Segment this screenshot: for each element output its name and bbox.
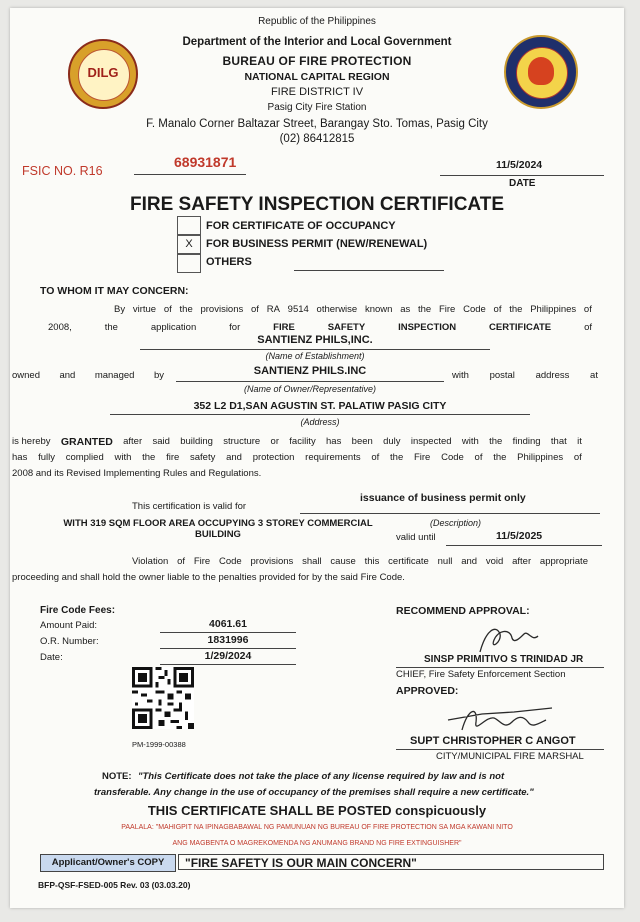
form-code: BFP-QSF-FSED-005 Rev. 03 (03.03.20) — [38, 880, 191, 890]
date-label: DATE — [509, 178, 536, 189]
chief-name: SINSP PRIMITIVO S TRINIDAD JR — [424, 654, 584, 665]
amount-value: 4061.61 — [209, 618, 247, 630]
para1-line2: 2008, the application for FIRE SAFETY INSPECTION CERTIFICATE of — [48, 322, 592, 333]
marshal-title: CITY/MUNICIPAL FIRE MARSHAL — [436, 751, 584, 762]
certificate-title: FIRE SAFETY INSPECTION CERTIFICATE — [129, 194, 505, 215]
bureau-line: BUREAU OF FIRE PROTECTION — [222, 54, 412, 68]
description-line1: WITH 319 SQM FLOOR AREA OCCUPYING 3 STOREY COMMERCIAL — [63, 518, 373, 529]
amount-label: Amount Paid: — [40, 620, 98, 631]
owner-address: 352 L2 D1,SAN AGUSTIN ST. PALATIW PASIG CITY — [193, 400, 447, 412]
or-number-value: 1831996 — [207, 634, 249, 646]
valid-until-date: 11/5/2025 — [496, 530, 543, 542]
fsic-label: FSIC NO. R16 — [22, 164, 103, 178]
para1-line1: By virtue of the provisions of RA 9514 otherwise known as the Fire Code of the Philippines of — [114, 304, 592, 315]
qr-code-id: PM-1999-00388 — [132, 740, 186, 749]
granted-line2: has fully complied with the fire safety and protection requirements of the Fire Code of the Philippines of — [12, 452, 582, 463]
description-caption: (Description) — [430, 518, 482, 528]
granted-line3: 2008 and its Revised Implementing Rules and Regulations. — [12, 468, 262, 479]
establishment-caption: (Name of Establishment) — [265, 351, 365, 361]
postal-address-words: with postal address at — [452, 370, 598, 381]
note-line2: transferable. Any change in the use of occupancy of the premises shall require a new certificate." — [94, 787, 534, 798]
paalala-line1: PAALALA: "MAHIGPIT NA IPINAGBABAWAL NG PAMUNUAN NG BUREAU OF FIRE PROTECTION SA MGA KAWANI NITO — [121, 824, 513, 831]
qr-code — [132, 667, 194, 729]
violation-line1: Violation of Fire Code provisions shall cause this certificate null and void after appropriate — [132, 556, 588, 567]
business-permit-checkbox: X — [177, 235, 201, 254]
marshal-name: SUPT CHRISTOPHER C ANGOT — [410, 735, 576, 747]
posted-notice: THIS CERTIFICATE SHALL BE POSTED conspicuously — [147, 803, 487, 818]
business-permit-option: FOR BUSINESS PERMIT (NEW/RENEWAL) — [206, 238, 428, 250]
district-line: FIRE DISTRICT IV — [270, 86, 364, 98]
chief-title: CHIEF, Fire Safety Enforcement Section — [396, 669, 566, 680]
description-line2: BUILDING — [195, 529, 241, 540]
approved-label: APPROVED: — [396, 685, 459, 697]
fee-date-label: Date: — [40, 652, 63, 663]
owned-by-words: owned and managed by — [12, 370, 164, 381]
establishment-name: SANTIENZ PHILS,INC. — [257, 334, 373, 346]
fsic-number: 68931871 — [174, 154, 237, 170]
copy-label: Applicant/Owner's COPY — [40, 854, 176, 872]
occupancy-option: FOR CERTIFICATE OF OCCUPANCY — [206, 220, 396, 232]
certificate-page — [10, 8, 624, 908]
slogan: "FIRE SAFETY IS OUR MAIN CONCERN" — [178, 854, 604, 870]
marshal-signature — [442, 700, 562, 740]
chief-signature — [472, 620, 542, 658]
note-line1: "This Certificate does not take the place of any license required by law and is not — [138, 771, 505, 782]
granted-line1: is hereby GRANTED after said building structure or facility has been duly inspected with the finding that it — [12, 436, 582, 448]
occupancy-checkbox — [177, 216, 201, 235]
region-line: NATIONAL CAPITAL REGION — [244, 71, 390, 83]
owner-caption: (Name of Owner/Representative) — [243, 384, 377, 394]
others-checkbox — [177, 254, 201, 273]
valid-for-value: issuance of business permit only — [360, 492, 526, 504]
note-label: NOTE: — [102, 771, 132, 782]
fees-title: Fire Code Fees: — [40, 605, 116, 616]
recommend-approval-label: RECOMMEND APPROVAL: — [396, 605, 530, 617]
address-line: F. Manalo Corner Baltazar Street, Barangay Sto. Tomas, Pasig City — [146, 118, 488, 130]
valid-for-label: This certification is valid for — [132, 501, 247, 512]
address-caption: (Address) — [300, 417, 340, 427]
owner-name: SANTIENZ PHILS.INC — [253, 365, 367, 377]
or-number-label: O.R. Number: — [40, 636, 99, 647]
phone-line: (02) 86412815 — [279, 133, 355, 145]
issue-date: 11/5/2024 — [496, 159, 543, 171]
dilg-logo-text: DILG — [87, 65, 119, 80]
salutation: TO WHOM IT MAY CONCERN: — [40, 285, 189, 297]
paalala-line2: ANG MAGBENTA O MAGREKOMENDA NG ANUMANG BRAND NG FIRE EXTINGUISHER" — [172, 840, 462, 847]
others-option: OTHERS — [206, 256, 252, 268]
valid-until-label: valid until — [396, 532, 436, 543]
fee-date-value: 1/29/2024 — [204, 650, 252, 662]
department-line: Department of the Interior and Local Government — [182, 36, 452, 48]
station-line: Pasig City Fire Station — [267, 102, 367, 113]
violation-line2: proceeding and shall hold the owner liable to the penalties provided for by the said Fire Code. — [12, 572, 405, 583]
republic-line: Republic of the Philippines — [258, 16, 376, 27]
